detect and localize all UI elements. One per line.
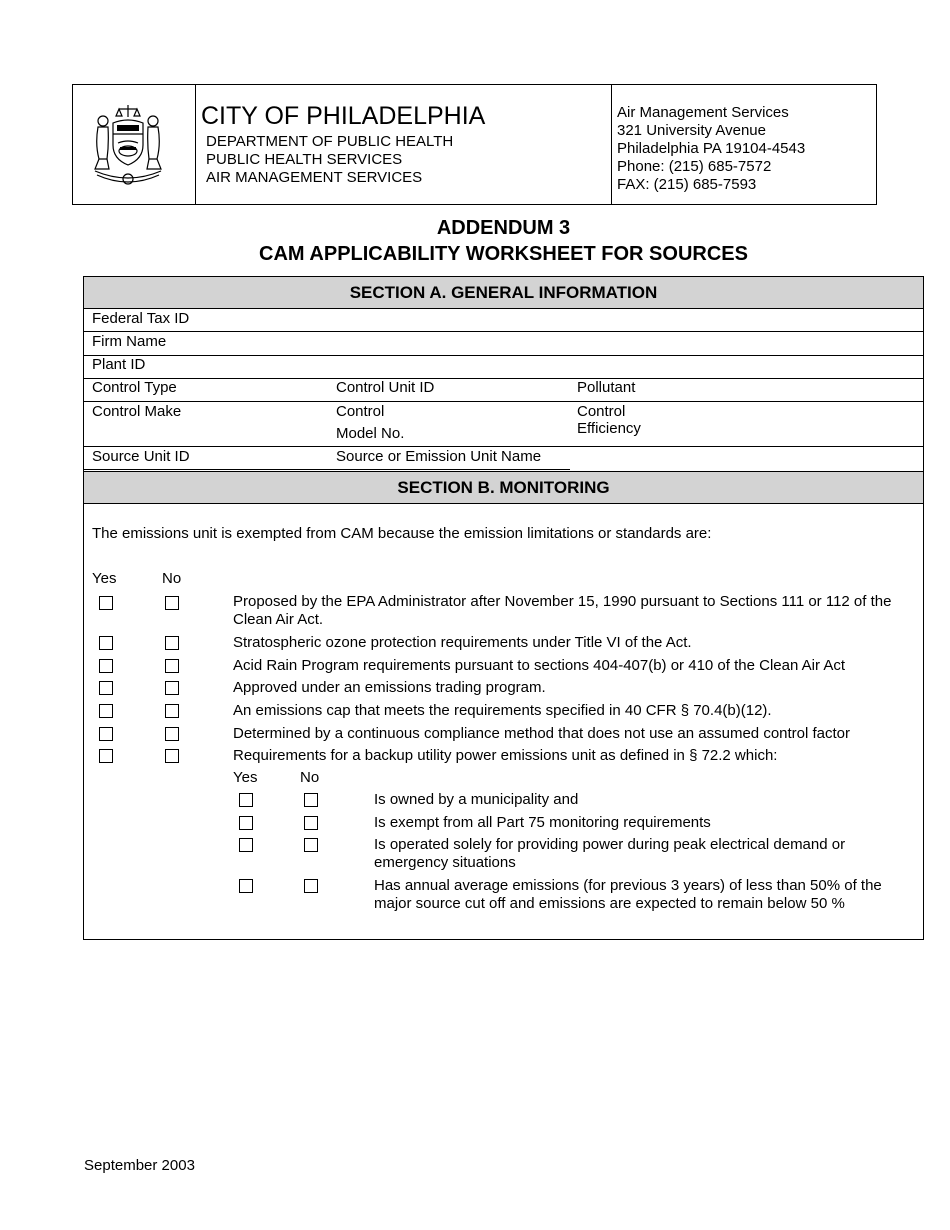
address-city: Philadelphia PA 19104-4543 — [617, 140, 806, 157]
item-1-no-checkbox[interactable] — [165, 596, 179, 610]
worksheet-title: CAM APPLICABILITY WORKSHEET FOR SOURCES — [259, 243, 748, 265]
source-unit-name-field[interactable]: Source or Emission Unit Name — [336, 448, 542, 465]
sub-item-4-text: Has annual average emissions (for previous 3 years) of less than 50% of the major source cut off and emissions are expected to remain below 50 % — [374, 877, 882, 912]
sub-no-column-header: No — [300, 769, 320, 786]
item-6-text: Determined by a continuous compliance method that does not use an assumed control factor — [233, 725, 851, 742]
revision-date: September 2003 — [84, 1157, 195, 1174]
item-2-no-checkbox[interactable] — [165, 636, 179, 650]
item-4-no-checkbox[interactable] — [165, 681, 179, 695]
control-model-label-line2: Model No. — [336, 425, 405, 442]
item-3-text: Acid Rain Program requirements pursuant to sections 404-407(b) or 410 of the Clean Air Act — [233, 657, 845, 674]
item-1-text: Proposed by the EPA Administrator after November 15, 1990 pursuant to Sections 111 or 112 of the Clean Air Act. — [233, 593, 892, 628]
item-2-text: Stratospheric ozone protection requirements under Title VI of the Act. — [233, 634, 692, 651]
control-type-field[interactable]: Control Type — [92, 379, 177, 396]
pollutant-field[interactable]: Pollutant — [577, 379, 636, 396]
service-line: AIR MANAGEMENT SERVICES — [206, 169, 423, 186]
section-b-monitoring — [83, 471, 924, 940]
item-3-yes-checkbox[interactable] — [99, 659, 113, 673]
item-5-no-checkbox[interactable] — [165, 704, 179, 718]
item-6-no-checkbox[interactable] — [165, 727, 179, 741]
item-2-yes-checkbox[interactable] — [99, 636, 113, 650]
address-org: Air Management Services — [617, 104, 789, 121]
source-unit-id-field[interactable]: Source Unit ID — [92, 448, 190, 465]
department-line: DEPARTMENT OF PUBLIC HEALTH — [206, 133, 454, 150]
item-5-text: An emissions cap that meets the requirements specified in 40 CFR § 70.4(b)(12). — [233, 702, 772, 719]
no-column-header: No — [162, 570, 182, 587]
header-divider — [611, 85, 612, 204]
sub-item-4-no-checkbox[interactable] — [304, 879, 318, 893]
item-1-yes-checkbox[interactable] — [99, 596, 113, 610]
control-efficiency-label[interactable]: Control — [577, 403, 626, 420]
item-7-no-checkbox[interactable] — [165, 749, 179, 763]
row-divider — [84, 401, 923, 402]
control-unit-id-field[interactable]: Control Unit ID — [336, 379, 435, 396]
sub-item-3-yes-checkbox[interactable] — [239, 838, 253, 852]
row-divider — [84, 446, 923, 447]
item-4-yes-checkbox[interactable] — [99, 681, 113, 695]
city-seal-icon — [83, 99, 173, 189]
exemption-intro: The emissions unit is exempted from CAM because the emission limitations or standards are: — [92, 525, 712, 542]
sub-item-2-yes-checkbox[interactable] — [239, 816, 253, 830]
item-5-yes-checkbox[interactable] — [99, 704, 113, 718]
sub-yes-column-header: Yes — [233, 769, 258, 786]
sub-item-4-yes-checkbox[interactable] — [239, 879, 253, 893]
sub-item-2-text: Is exempt from all Part 75 monitoring requirements — [374, 814, 711, 831]
item-3-no-checkbox[interactable] — [165, 659, 179, 673]
sub-item-1-no-checkbox[interactable] — [304, 793, 318, 807]
address-street: 321 University Avenue — [617, 122, 766, 139]
item-7-yes-checkbox[interactable] — [99, 749, 113, 763]
division-line: PUBLIC HEALTH SERVICES — [206, 151, 403, 168]
plant-id-field[interactable]: Plant ID — [92, 356, 146, 373]
control-efficiency-label-line2: Efficiency — [577, 420, 641, 437]
row-divider — [84, 355, 923, 356]
row-divider — [84, 378, 923, 379]
row-divider — [84, 469, 570, 470]
sub-item-1-yes-checkbox[interactable] — [239, 793, 253, 807]
section-a-general-information — [83, 276, 924, 472]
control-make-field[interactable]: Control Make — [92, 403, 182, 420]
row-divider — [84, 331, 923, 332]
section-a-heading: SECTION A. GENERAL INFORMATION — [84, 277, 923, 309]
sub-item-3-no-checkbox[interactable] — [304, 838, 318, 852]
control-model-label[interactable]: Control — [336, 403, 385, 420]
address-fax: FAX: (215) 685-7593 — [617, 176, 757, 193]
sub-item-2-no-checkbox[interactable] — [304, 816, 318, 830]
item-4-text: Approved under an emissions trading program. — [233, 679, 546, 696]
sub-item-3-text: Is operated solely for providing power during peak electrical demand or emergency situations — [374, 836, 846, 871]
addendum-title: ADDENDUM 3 — [436, 217, 571, 239]
sub-item-1-text: Is owned by a municipality and — [374, 791, 579, 808]
item-7-text: Requirements for a backup utility power emissions unit as defined in § 72.2 which: — [233, 747, 778, 764]
address-phone: Phone: (215) 685-7572 — [617, 158, 772, 175]
section-b-heading: SECTION B. MONITORING — [84, 472, 923, 504]
city-name: CITY OF PHILADELPHIA — [201, 102, 486, 130]
yes-column-header: Yes — [92, 570, 117, 587]
item-6-yes-checkbox[interactable] — [99, 727, 113, 741]
firm-name-field[interactable]: Firm Name — [92, 333, 167, 350]
letterhead — [72, 84, 877, 205]
header-divider — [195, 85, 196, 204]
federal-tax-id-field[interactable]: Federal Tax ID — [92, 310, 190, 327]
